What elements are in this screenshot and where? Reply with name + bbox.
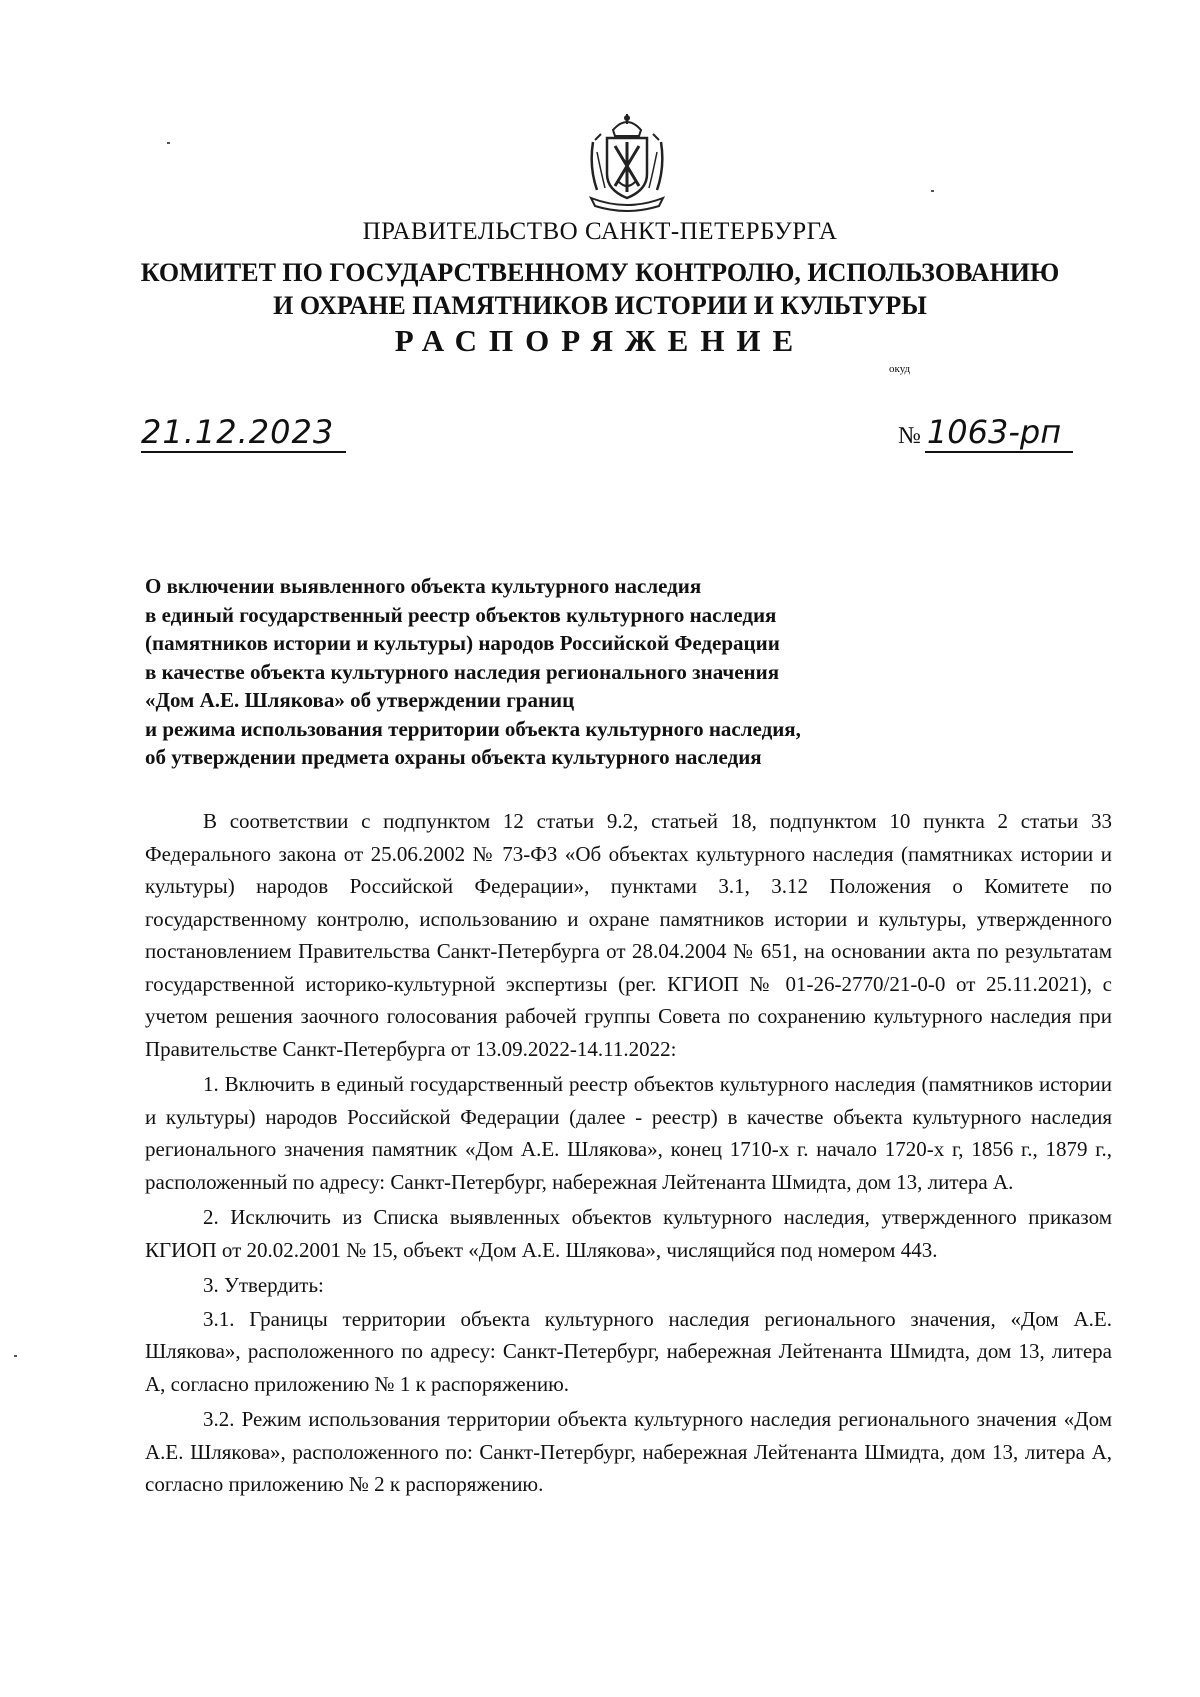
item-3-2-paragraph: 3.2. Режим использования территории объекта культурного наследия регионального значения «Дом А.Е. Шлякова», расположенного по: Санкт-Петербург, набережная Лейтенанта Шмидта, дом 13, литера А, согласно приложению № 2 к распоряжению. — [145, 1407, 1112, 1496]
item-3-1-paragraph: 3.1. Границы территории объекта культурного наследия регионального значения, «Дом А.Е. Шлякова», расположенного по адресу: Санкт-Петербург, набережная Лейтенанта Шмидта, дом 13, литера А, согласно приложению № 1 к распоряжению. — [145, 1306, 1112, 1396]
scan-speck — [167, 142, 170, 144]
committee-line-1: КОМИТЕТ ПО ГОСУДАРСТВЕННОМУ КОНТРОЛЮ, ИСПОЛЬЗОВАНИЮ — [140, 258, 1060, 287]
item-3-paragraph: 3. Утвердить: — [203, 1273, 324, 1297]
preamble-paragraph: В соответствии с подпунктом 12 статьи 9.2, статьей 18, подпунктом 10 пункта 2 статьи 33 Федерального закона от 25.06.2002 № 73-ФЗ «Об объектах культурного наследия (памятниках истории и культуры) народов Российской Федерации», пунктами 3.1, 3.12 Положения о Комитете по государственному контролю, использованию и охране памятников истории и культуры, утвержденного постановлением Правительства Санкт-Петербурга от 28.04.2004 № 651, на основании акта по результатам государственной историко-культурной экспертизы (рег. КГИОП № 01-26-2770/21-0-0 от 25.11.2021), с учетом решения заочного голосования рабочей группы Совета по сохранению культурного наследия при Правительстве Санкт-Петербурга от 13.09.2022-14.11.2022: — [145, 809, 1112, 1061]
title-line: об утверждении предмета охраны объекта культурного наследия — [145, 745, 762, 769]
item-1-paragraph: 1. Включить в единый государственный реестр объектов культурного наследия (памятников истории и культуры) народов Российской Федерации (далее - реестр) в качестве объекта культурного наследия регионального значения памятник «Дом А.Е. Шлякова», конец 1710-х г. начало 1720-х г, 1856 г., 1879 г., расположенный по адресу: Санкт-Петербург, набережная Лейтенанта Шмидта, дом 13, литера А. — [145, 1072, 1112, 1194]
government-name: ПРАВИТЕЛЬСТВО САНКТ-ПЕТЕРБУРГА — [362, 218, 838, 245]
document-title — [145, 572, 935, 772]
scan-speck — [931, 190, 934, 192]
title-line: (памятников истории и культуры) народов Российской Федерации — [145, 631, 780, 655]
document-body — [145, 805, 1112, 1504]
committee-name — [0, 256, 1200, 322]
item-2-paragraph: 2. Исключить из Списка выявленных объектов культурного наследия, утвержденного приказом КГИОП от 20.02.2001 № 15, объект «Дом А.Е. Шлякова», числящийся под номером 443. — [145, 1205, 1112, 1262]
document-type: РАСПОРЯЖЕНИЕ — [394, 323, 806, 358]
committee-line-2: И ОХРАНЕ ПАМЯТНИКОВ ИСТОРИИ И КУЛЬТУРЫ — [273, 291, 927, 320]
title-line: О включении выявленного объекта культурного наследия — [145, 574, 702, 598]
number-prefix: № — [898, 423, 921, 449]
scan-speck — [14, 1355, 17, 1357]
document-date: 21.12.2023 — [141, 413, 346, 453]
number-value: 1063-рп — [925, 413, 1073, 453]
coat-of-arms-icon — [583, 112, 671, 212]
title-line: и режима использования территории объекта культурного наследия, — [145, 716, 801, 741]
okud-label: окуд — [889, 363, 911, 375]
document-number — [898, 413, 1073, 453]
title-line: «Дом А.Е. Шлякова» об утверждении границ — [145, 688, 575, 712]
title-line: в качестве объекта культурного наследия регионального значения — [145, 659, 780, 684]
title-line: в единый государственный реестр объектов культурного наследия — [145, 602, 777, 627]
